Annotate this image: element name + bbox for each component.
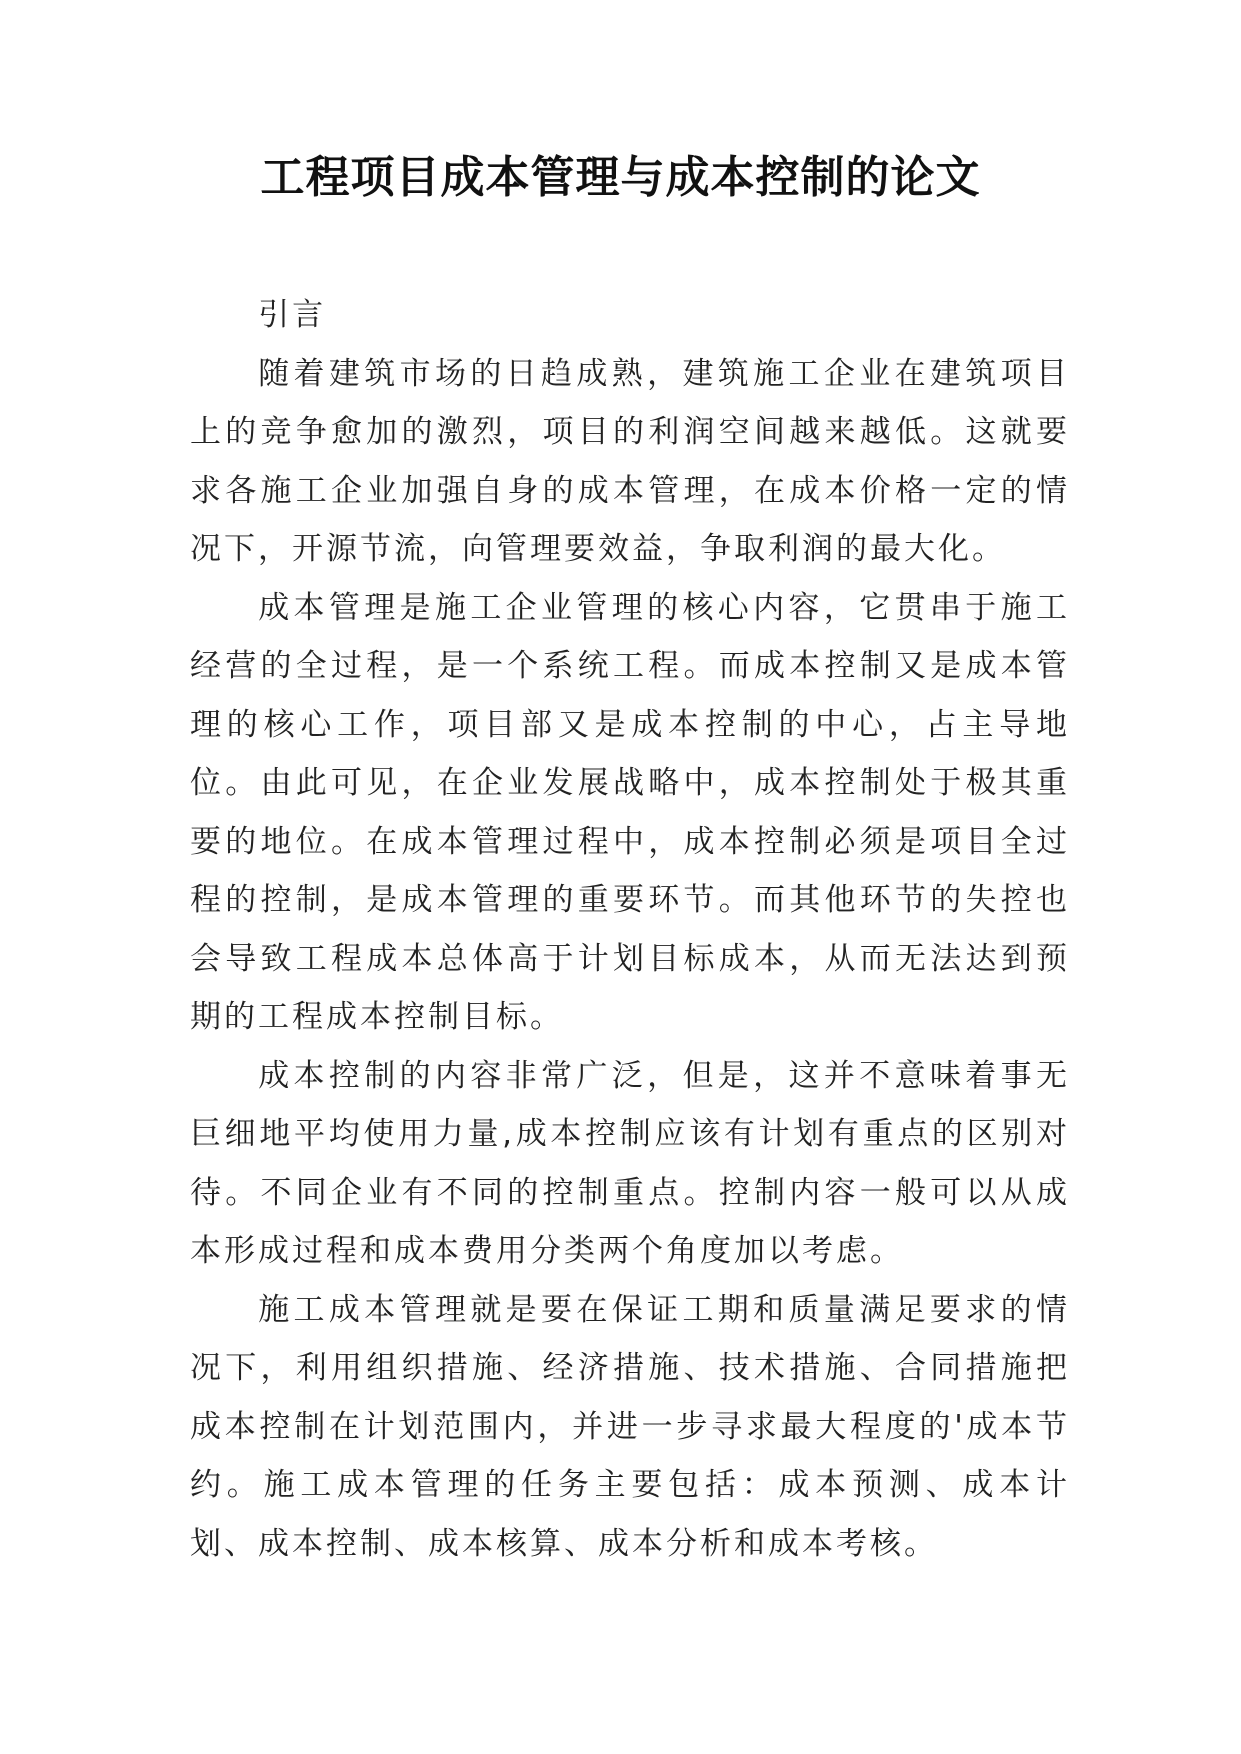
paragraph: 成本控制的内容非常广泛，但是，这并不意味着事无巨细地平均使用力量,成本控制应该有计划有重点的区别对待。不同企业有不同的控制重点。控制内容一般可以从成本形成过程和成本费用分类两个角度加以考虑。 [190,1057,1070,1269]
paragraph: 随着建筑市场的日趋成熟，建筑施工企业在建筑项目上的竞争愈加的激烈，项目的利润空间越来越低。这就要求各施工企业加强自身的成本管理，在成本价格一定的情况下，开源节流，向管理要效益，争取利润的最大化。 [190,355,1070,567]
paragraph: 施工成本管理就是要在保证工期和质量满足要求的情况下，利用组织措施、经济措施、技术措施、合同措施把成本控制在计划范围内，并进一步寻求最大程度的'成本节约。施工成本管理的任务主要包括：成本预测、成本计划、成本控制、成本核算、成本分析和成本考核。 [190,1291,1070,1562]
document-body [190,286,1070,1573]
document-title: 工程项目成本管理与成本控制的论文 [260,152,981,203]
paragraph-intro-heading: 引言 [258,297,327,333]
paragraph: 成本管理是施工企业管理的核心内容，它贯串于施工经营的全过程，是一个系统工程。而成本控制又是成本管理的核心工作，项目部又是成本控制的中心，占主导地位。由此可见，在企业发展战略中，成本控制处于极其重要的地位。在成本管理过程中，成本控制必须是项目全过程的控制，是成本管理的重要环节。而其他环节的失控也会导致工程成本总体高于计划目标成本，从而无法达到预期的工程成本控制目标。 [190,589,1070,1035]
